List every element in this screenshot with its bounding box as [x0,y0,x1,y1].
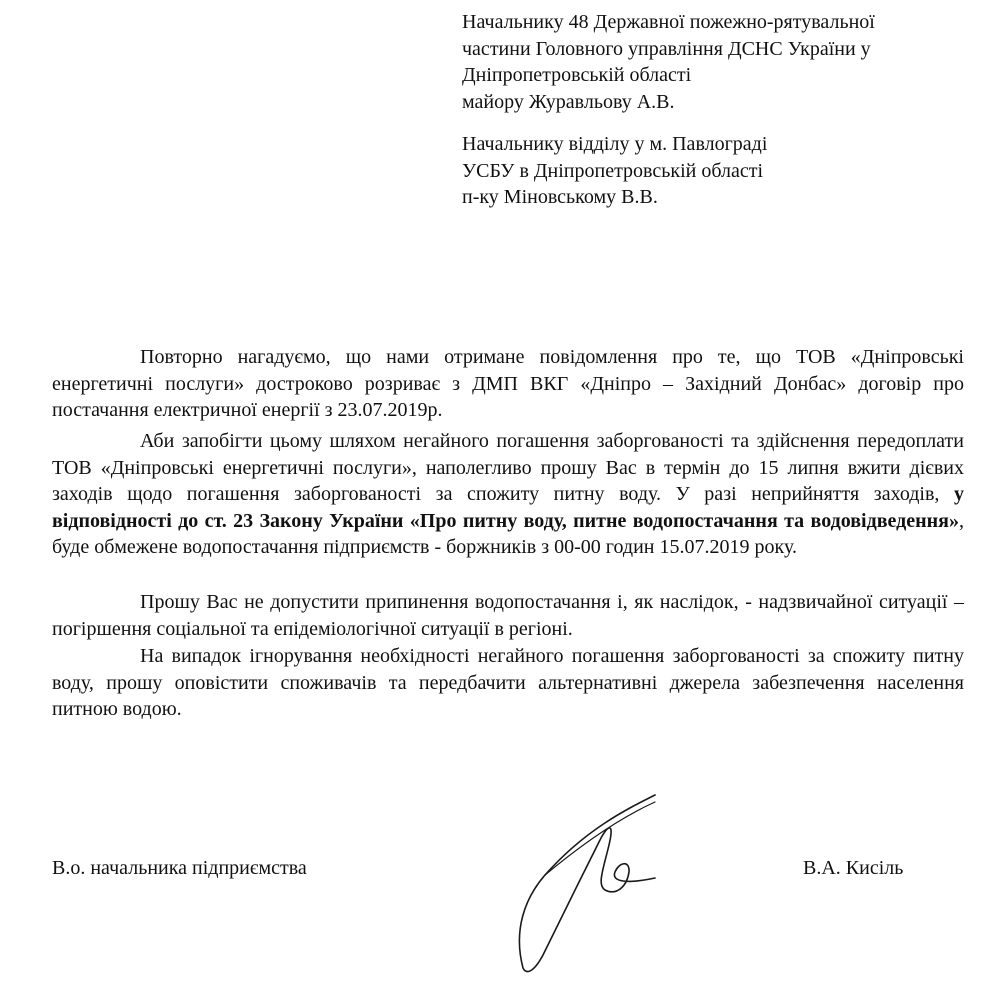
addressee-line: майору Журавльову А.В. [462,90,675,113]
letter-paragraph-3 [52,589,964,642]
signer-position: В.о. начальника підприємства [52,857,307,879]
paragraph-text [52,428,964,561]
paragraph-text: На випадок ігнорування необхідності негайного погашення заборгованості за спожиту питну воду, прошу оповістити споживачів та передбачити альтернативні джерела забезпечення населення питною водою. [52,645,964,720]
letter-paragraph-4 [52,643,964,723]
letter-paragraph-2 [52,428,964,561]
handwritten-signature [505,790,675,980]
addressee-block-fire-unit [462,9,982,115]
addressee-line: Дніпропетровській області [462,64,692,86]
addressee-line: Начальнику відділу у м. Павлограді [462,133,768,155]
paragraph-text-part: , буде обмежене водопостачання підприємств - боржників з 00-00 годин 15.07.2019 року. [52,509,964,558]
paragraph-text: Прошу Вас не допустити припинення водопостачання і, як наслідок, - надзвичайної ситуації – погіршення соціальної та епідеміологічної ситуації в регіоні. [52,591,964,640]
addressee-line: Начальнику 48 Державної пожежно-рятувальної [462,11,875,33]
letter-paragraph-1 [52,344,964,424]
paragraph-text: Повторно нагадуємо, що нами отримане повідомлення про те, що ТОВ «Дніпровські енергетичні послуги» достроково розриває з ДМП ВКГ «Дніпро – Західний Донбас» договір про постачання електричної енергії з 23.07.2019р. [52,346,964,421]
addressee-line: частини Головного управління ДСНС України у [462,37,871,60]
addressee-line: п-ку Міновському В.В. [462,186,658,208]
signer-name: В.А. Кисіль [803,857,904,879]
addressee-block-security-service [462,131,982,211]
law-reference-bold: у відповідності до ст. 23 Закону України «Про питну воду, питне водопостачання та водовідведення» [52,483,964,532]
addressee-line: УСБУ в Дніпропетровській області [462,159,764,182]
paragraph-text-part: Аби запобігти цьому шляхом негайного погашення заборгованості та здійснення передоплати ТОВ «Дніпровські енергетичні послуги», наполегливо прошу Вас в термін до 15 липня вжити дієвих заходів щодо погашення заборгованості за спожиту питну воду. У разі неприйняття заходів, [52,430,964,505]
